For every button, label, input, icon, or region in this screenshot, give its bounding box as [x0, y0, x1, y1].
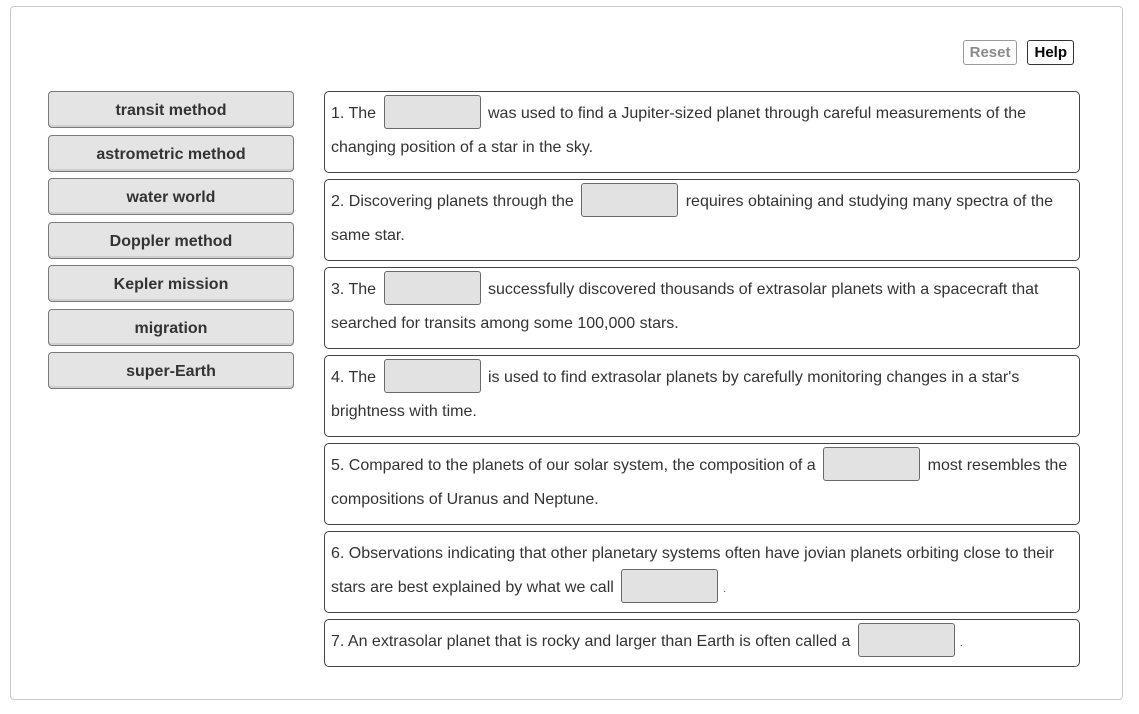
question-5 — [324, 443, 1080, 525]
question-1-post: was used to find a Jupiter-sized planet through careful measurements of the changing position of a star in the sky. — [331, 105, 1027, 157]
question-4 — [324, 355, 1080, 437]
question-2-post: requires obtaining and studying many spectra of the same star. — [331, 193, 1054, 245]
question-3-pre: 3. The — [331, 281, 377, 299]
question-7-post: . — [959, 638, 963, 650]
question-6-post: . — [723, 584, 727, 596]
drop-target-1[interactable] — [384, 95, 481, 129]
drop-target-5[interactable] — [823, 447, 920, 481]
word-chip-water-world[interactable]: water world — [48, 178, 294, 215]
question-5-pre: 5. Compared to the planets of our solar system, the composition of a — [331, 457, 816, 475]
drop-target-2[interactable] — [581, 183, 678, 217]
word-chip-astrometric-method[interactable]: astrometric method — [48, 135, 294, 172]
question-3 — [324, 267, 1080, 349]
question-1-pre: 1. The — [331, 105, 377, 123]
word-chip-migration[interactable]: migration — [48, 309, 294, 346]
word-bank — [48, 91, 294, 396]
toolbar — [963, 40, 1074, 65]
question-7-pre: 7. An extrasolar planet that is rocky and larger than Earth is often called a — [331, 633, 851, 651]
reset-button[interactable]: Reset — [963, 40, 1018, 65]
word-chip-transit-method[interactable]: transit method — [48, 91, 294, 128]
word-chip-doppler-method[interactable]: Doppler method — [48, 222, 294, 259]
word-chip-kepler-mission[interactable]: Kepler mission — [48, 265, 294, 302]
question-2-pre: 2. Discovering planets through the — [331, 193, 574, 211]
word-chip-super-earth[interactable]: super-Earth — [48, 352, 294, 389]
question-6-pre: 6. Observations indicating that other planetary systems often have jovian planets orbiting close to their stars are best explained by what we call — [331, 545, 1055, 597]
question-2 — [324, 179, 1080, 261]
question-7 — [324, 619, 1080, 667]
question-list — [324, 91, 1080, 673]
help-button[interactable]: Help — [1027, 40, 1074, 65]
question-6 — [324, 531, 1080, 613]
drop-target-4[interactable] — [384, 359, 481, 393]
question-4-pre: 4. The — [331, 369, 377, 387]
question-1 — [324, 91, 1080, 173]
drop-target-3[interactable] — [384, 271, 481, 305]
drop-target-7[interactable] — [858, 623, 955, 657]
question-5-post: most resembles the compositions of Uranus and Neptune. — [331, 457, 1068, 509]
drop-target-6[interactable] — [621, 569, 718, 603]
question-4-post: is used to find extrasolar planets by carefully monitoring changes in a star's brightness with time. — [331, 369, 1020, 421]
question-3-post: successfully discovered thousands of extrasolar planets with a spacecraft that searched for transits among some 100,000 stars. — [331, 281, 1039, 333]
